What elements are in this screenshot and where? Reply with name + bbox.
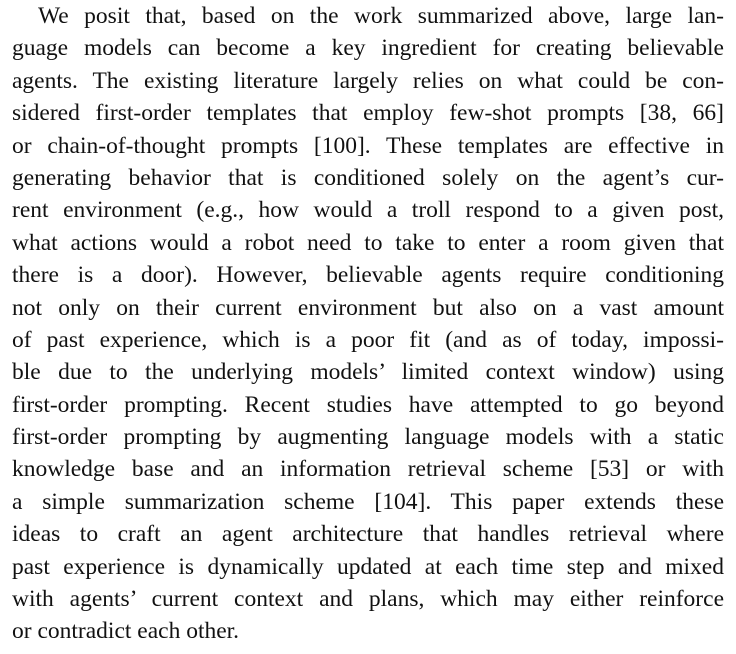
paragraph-line: not only on their current environment but also on a vast amount [12, 294, 724, 321]
body-paragraph [12, 0, 724, 648]
paragraph-line: sidered first-order templates that employ few-shot prompts [38, 66] [12, 100, 724, 127]
paragraph-line: generating behavior that is conditioned solely on the agent’s cur- [12, 164, 724, 191]
paragraph-line: We posit that, based on the work summarized above, large lan- [38, 3, 724, 29]
paragraph-line: agents. The existing literature largely relies on what could be con- [12, 67, 724, 94]
paragraph-line: ble due to the underlying models’ limited context window) using [12, 359, 724, 386]
paragraph-line: ideas to craft an agent architecture that handles retrieval where [12, 521, 724, 548]
paragraph-line: of past experience, which is a poor fit (and as of today, impossi- [12, 326, 724, 353]
paragraph-line: with agents’ current context and plans, which may either reinforce [12, 586, 724, 613]
paragraph-line: past experience is dynamically updated at each time step and mixed [12, 553, 724, 580]
paragraph-line: knowledge base and an information retrieval scheme [53] or with [12, 456, 724, 483]
paper-page [12, 0, 724, 654]
paragraph-line: guage models can become a key ingredient for creating believable [12, 35, 724, 62]
paragraph-line: or contradict each other. [12, 618, 240, 645]
paragraph-line: or chain-of-thought prompts [100]. These templates are effective in [12, 132, 724, 159]
paragraph-line: there is a door). However, believable agents require conditioning [12, 262, 724, 289]
paragraph-line: rent environment (e.g., how would a troll respond to a given post, [12, 197, 724, 224]
paragraph-line: first-order prompting. Recent studies have attempted to go beyond [12, 391, 724, 418]
paragraph-line: a simple summarization scheme [104]. This paper extends these [12, 488, 724, 515]
paragraph-line: first-order prompting by augmenting language models with a static [12, 424, 724, 451]
paragraph-line: what actions would a robot need to take to enter a room given that [12, 229, 724, 256]
